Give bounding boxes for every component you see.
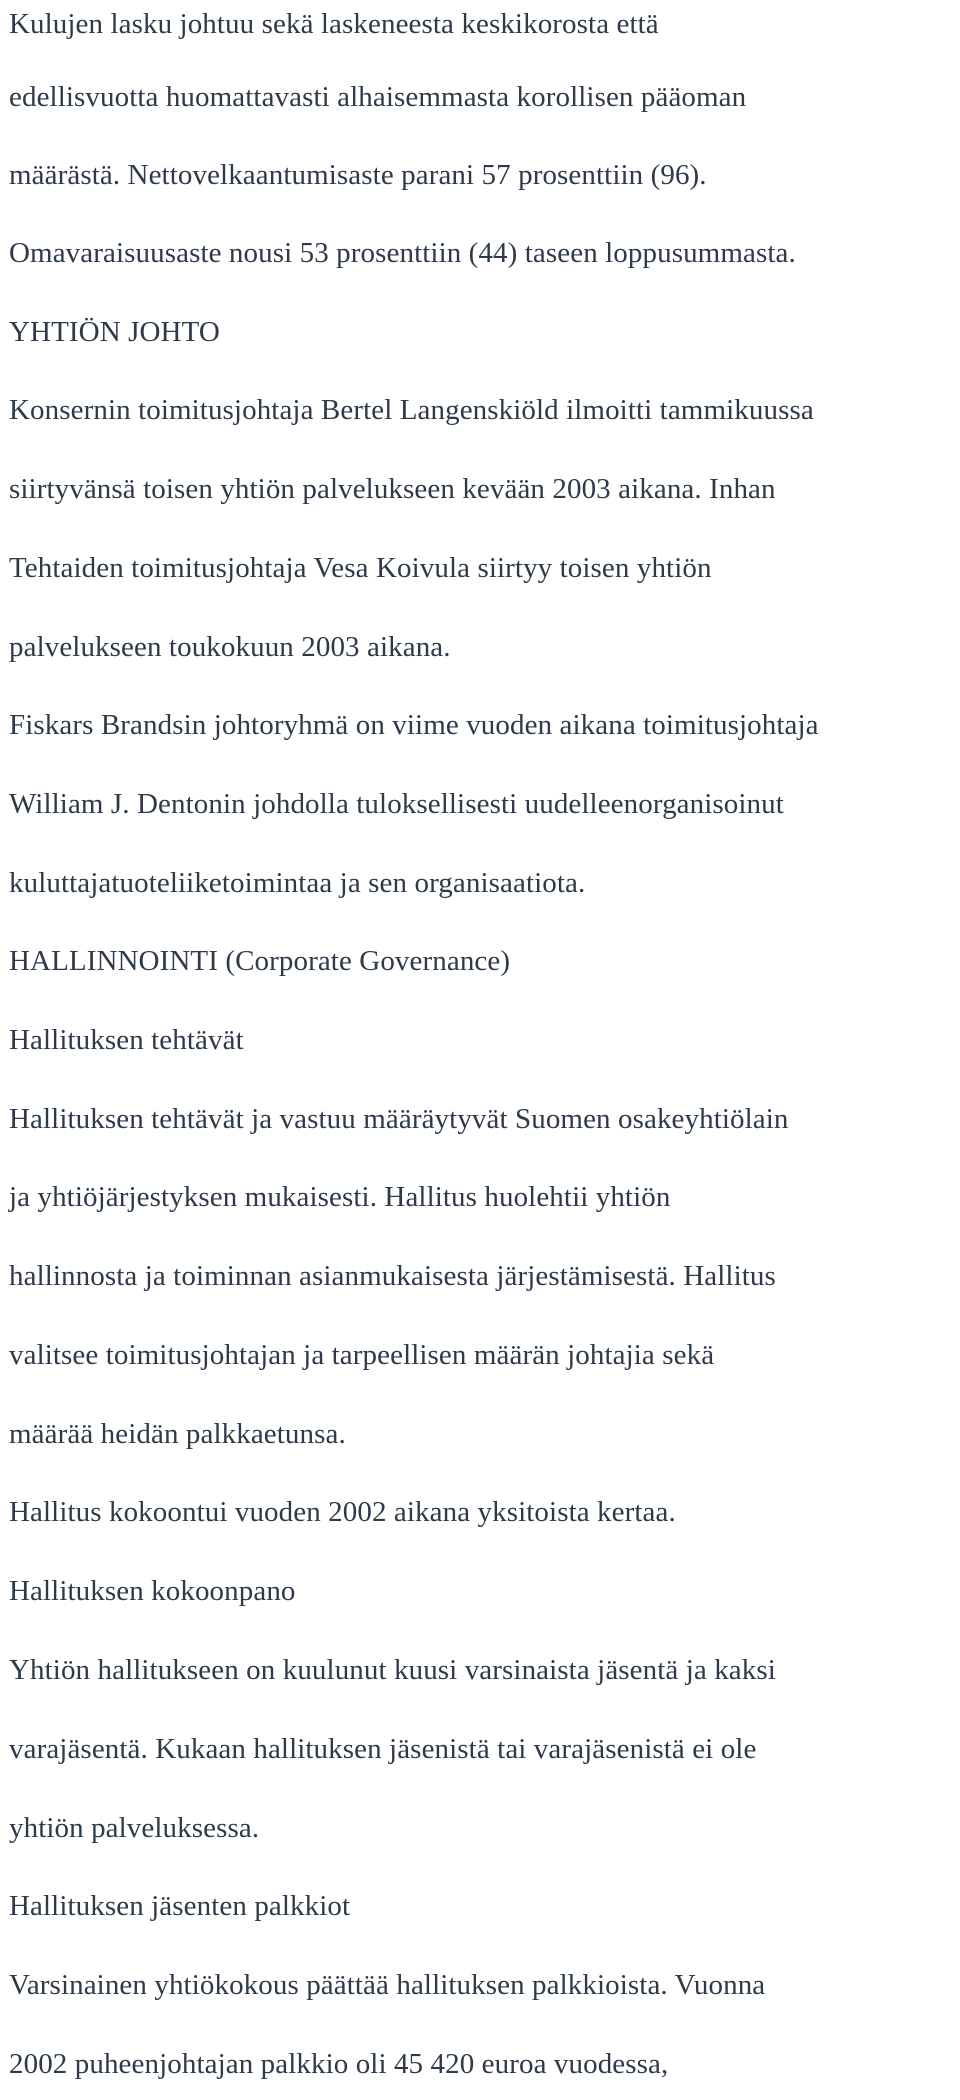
subheading-hallituksen-jasenten-palkkiot: Hallituksen jäsenten palkkiot [9,1890,351,1922]
text-line-27: 2002 puheenjohtajan palkkio oli 45 420 euroa vuodessa, [9,2048,669,2080]
text-line-10: Fiskars Brandsin johtoryhmä on viime vuoden aikana toimitusjohtaja [9,709,819,741]
text-line-6: Konsernin toimitusjohtaja Bertel Langenskiöld ilmoitti tammikuussa [9,394,814,426]
text-line-23: varajäsentä. Kukaan hallituksen jäsenistä tai varajäsenistä ei ole [9,1733,757,1765]
section-heading-hallinnointi: HALLINNOINTI (Corporate Governance) [9,945,511,977]
text-line-3: määrästä. Nettovelkaantumisaste parani 57 prosenttiin (96). [9,159,707,191]
text-line-24: yhtiön palveluksessa. [9,1812,260,1844]
subheading-hallituksen-tehtavat: Hallituksen tehtävät [9,1024,244,1056]
text-line-9: palvelukseen toukokuun 2003 aikana. [9,631,451,663]
section-heading-yhtion-johto: YHTIÖN JOHTO [9,316,220,348]
text-line-19: määrää heidän palkkaetunsa. [9,1418,346,1450]
subheading-hallituksen-kokoonpano: Hallituksen kokoonpano [9,1575,296,1607]
text-line-17: hallinnosta ja toiminnan asianmukaisesta järjestämisestä. Hallitus [9,1260,776,1292]
text-line-11: William J. Dentonin johdolla tuloksellisesti uudelleenorganisoinut [9,788,784,820]
text-line-4: Omavaraisuusaste nousi 53 prosenttiin (44) taseen loppusummasta. [9,237,796,269]
text-line-2: edellisvuotta huomattavasti alhaisemmasta korollisen pääoman [9,81,747,113]
text-line-1: Kulujen lasku johtuu sekä laskeneesta keskikorosta että [9,8,659,40]
text-line-18: valitsee toimitusjohtajan ja tarpeellisen määrän johtajia sekä [9,1339,715,1371]
text-line-15: Hallituksen tehtävät ja vastuu määräytyvät Suomen osakeyhtiölain [9,1103,789,1135]
text-line-20: Hallitus kokoontui vuoden 2002 aikana yksitoista kertaa. [9,1496,676,1528]
text-line-8: Tehtaiden toimitusjohtaja Vesa Koivula siirtyy toisen yhtiön [9,552,712,584]
text-line-7: siirtyvänsä toisen yhtiön palvelukseen kevään 2003 aikana. Inhan [9,473,776,505]
text-line-12: kuluttajatuoteliiketoimintaa ja sen organisaatiota. [9,867,586,899]
text-line-22: Yhtiön hallitukseen on kuulunut kuusi varsinaista jäsentä ja kaksi [9,1654,776,1686]
text-line-16: ja yhtiöjärjestyksen mukaisesti. Hallitus huolehtii yhtiön [9,1181,671,1213]
text-line-26: Varsinainen yhtiökokous päättää hallituksen palkkioista. Vuonna [9,1969,766,2001]
